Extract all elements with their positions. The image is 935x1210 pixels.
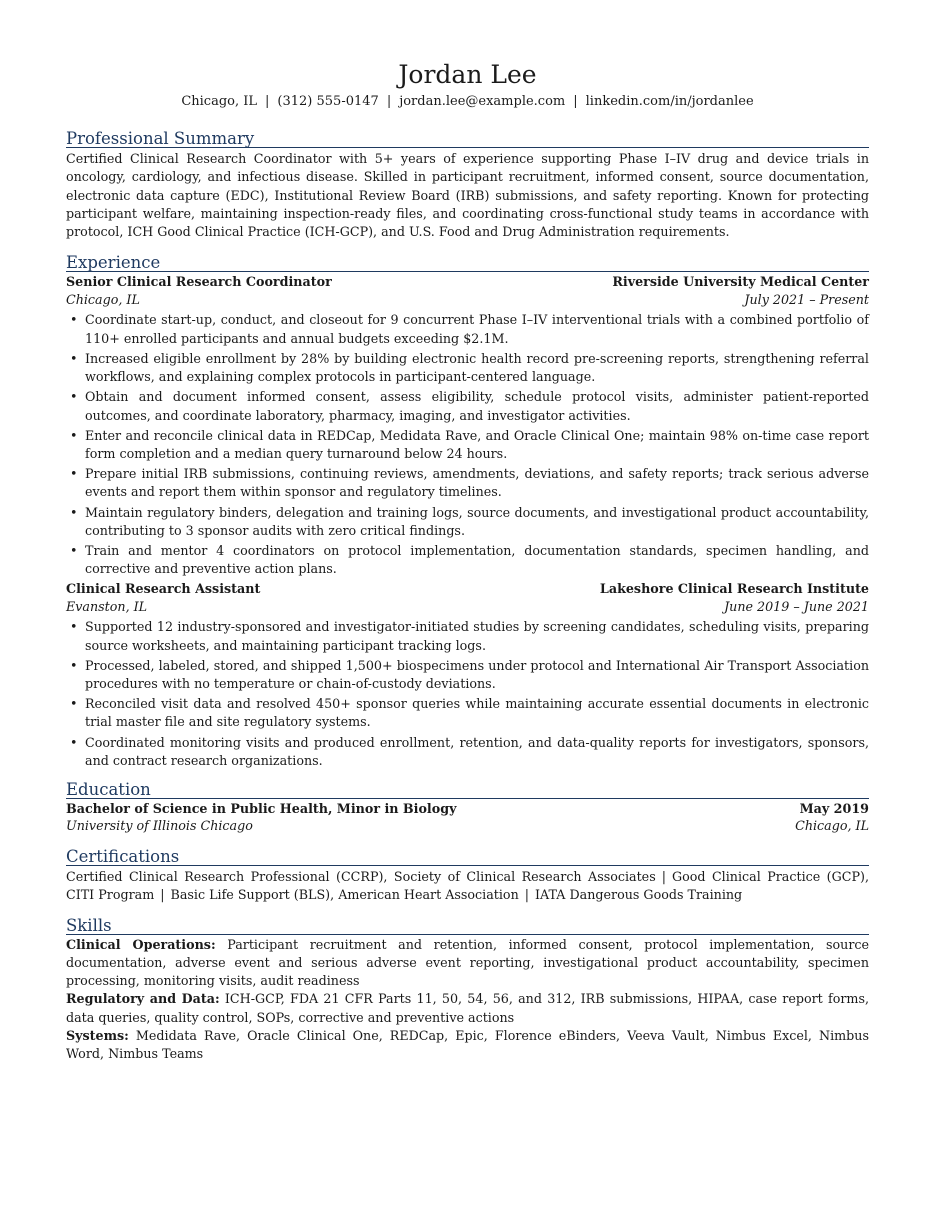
bullet-icon: • <box>70 619 78 635</box>
job-bullet-list <box>66 311 869 578</box>
school-name: University of Illinois Chicago <box>66 818 253 834</box>
bullet-icon: • <box>70 389 78 405</box>
education-row <box>66 800 869 818</box>
job-bullet-text: Coordinated monitoring visits and produced enrollment, retention, and data-quality reports for investigators, sponsors, and contract research organizations. <box>85 734 869 768</box>
job-location: Chicago, IL <box>66 291 140 307</box>
contact-line <box>66 93 869 110</box>
resume-page <box>66 60 869 1064</box>
job-header-row <box>66 580 869 598</box>
job-bullet <box>66 388 869 424</box>
contact-email[interactable]: jordan.lee@example.com <box>399 94 566 109</box>
section-heading-experience: Experience <box>66 254 869 272</box>
section-heading-skills: Skills <box>66 917 869 935</box>
skill-group-label: Clinical Operations: <box>66 936 216 952</box>
job-bullet <box>66 465 869 501</box>
job-bullet <box>66 427 869 463</box>
skill-group <box>66 936 869 991</box>
graduation-date: May 2019 <box>799 800 869 816</box>
contact-separator: | <box>386 94 392 109</box>
section-heading-education: Education <box>66 781 869 799</box>
contact-linkedin[interactable]: linkedin.com/in/jordanlee <box>585 94 754 109</box>
job-bullet <box>66 542 869 578</box>
job-bullet-text: Increased eligible enrollment by 28% by building electronic health record pre-screening reports, strengthening referral workflows, and explaining complex protocols in participant-centered language. <box>85 350 869 385</box>
job-title: Senior Clinical Research Coordinator <box>66 274 332 290</box>
job-bullet-text: Maintain regulatory binders, delegation and training logs, source documents, and investigational product accountability, contributing to 3 sponsor audits with zero critical findings. <box>85 504 869 538</box>
skill-group <box>66 990 869 1027</box>
job-meta-row <box>66 291 869 309</box>
job-bullet-text: Obtain and document informed consent, assess eligibility, schedule protocol visits, administer patient-reported outcomes, and coordinate laboratory, pharmacy, imaging, and investigator activities. <box>85 389 869 423</box>
job-bullet <box>66 311 869 347</box>
skill-group-label: Regulatory and Data: <box>66 991 220 1007</box>
school-location: Chicago, IL <box>795 818 869 834</box>
certification-item: IATA Dangerous Goods Training <box>535 887 743 903</box>
job-bullet <box>66 734 869 770</box>
skill-group-label: Systems: <box>66 1028 129 1044</box>
bullet-icon: • <box>70 504 78 520</box>
bullet-icon: • <box>70 734 78 750</box>
certification-item: Certified Clinical Research Professional (CCRP), Society of Clinical Research Associates <box>66 868 656 884</box>
certification-item: Basic Life Support (BLS), American Heart Association <box>170 887 519 903</box>
job-title: Clinical Research Assistant <box>66 581 261 597</box>
skill-group <box>66 1027 869 1064</box>
certification-separator: | <box>524 887 530 903</box>
job-entry <box>66 580 869 770</box>
contact-phone[interactable]: (312) 555-0147 <box>277 94 379 109</box>
job-bullet-text: Enter and reconcile clinical data in REDCap, Medidata Rave, and Oracle Clinical One; maintain 98% on-time case report form completion and a median query turnaround below 24 hours. <box>85 427 869 461</box>
job-location: Evanston, IL <box>66 598 148 614</box>
job-dates: July 2021 – Present <box>744 291 869 307</box>
certification-item: Good Clinical Practice (GCP), CITI Program <box>66 868 869 903</box>
contact-location: Chicago, IL <box>181 94 258 109</box>
job-bullet-text: Processed, labeled, stored, and shipped 1,500+ biospecimens under protocol and International Air Transport Association procedures with no temperature or chain-of-custody deviations. <box>85 657 869 691</box>
job-bullet <box>66 350 869 386</box>
job-header-row <box>66 273 869 291</box>
bullet-icon: • <box>70 312 78 328</box>
contact-separator: | <box>573 94 578 109</box>
skill-group-text: Medidata Rave, Oracle Clinical One, REDCap, Epic, Florence eBinders, Veeva Vault, Nimbus Excel, Nimbus Word, Nimbus Teams <box>66 1028 869 1062</box>
candidate-name: Jordan Lee <box>398 60 537 89</box>
job-employer: Riverside University Medical Center <box>612 274 869 290</box>
bullet-icon: • <box>70 466 78 482</box>
job-bullet-text: Supported 12 industry-sponsored and investigator-initiated studies by screening candidates, scheduling visits, preparing source worksheets, and maintaining participant tracking logs. <box>85 619 869 653</box>
job-bullet-text: Reconciled visit data and resolved 450+ sponsor queries while maintaining accurate essential documents in electronic trial master file and site regulatory systems. <box>85 696 869 730</box>
skill-group-text: ICH-GCP, FDA 21 CFR Parts 11, 50, 54, 56, and 312, IRB submissions, HIPAA, case report forms, data queries, quality control, SOPs, corrective and preventive actions <box>66 991 869 1025</box>
bullet-icon: • <box>70 427 78 443</box>
job-bullet-text: Coordinate start-up, conduct, and closeout for 9 concurrent Phase I–IV interventional trials with a combined portfolio of 110+ enrolled participants and annual budgets exceeding $2.1M. <box>85 312 869 346</box>
skill-group-text: Participant recruitment and retention, informed consent, protocol implementation, source documentation, adverse event and serious adverse event reporting, investigational product accountability, specimen processing, monitoring visits, audit readiness <box>66 936 869 989</box>
experience-section <box>66 254 869 769</box>
bullet-icon: • <box>70 350 78 366</box>
section-heading-certifications: Certifications <box>66 848 869 866</box>
bullet-icon: • <box>70 542 78 558</box>
certification-separator: | <box>661 868 666 884</box>
job-bullet <box>66 618 869 654</box>
job-meta-row <box>66 598 869 616</box>
summary-section <box>66 130 869 241</box>
certification-separator: | <box>160 887 165 903</box>
contact-separator: | <box>265 94 270 109</box>
certifications-section <box>66 848 869 905</box>
skills-section <box>66 917 869 1064</box>
job-dates: June 2019 – June 2021 <box>724 598 869 614</box>
job-employer: Lakeshore Clinical Research Institute <box>599 581 869 597</box>
job-bullet-text: Prepare initial IRB submissions, continuing reviews, amendments, deviations, and safety reports; track serious adverse events and report them within sponsor and regulatory timelines. <box>85 466 869 500</box>
degree: Bachelor of Science in Public Health, Minor in Biology <box>66 800 457 816</box>
job-entry <box>66 273 869 578</box>
job-bullet <box>66 504 869 540</box>
job-bullet-list <box>66 618 869 770</box>
bullet-icon: • <box>70 657 78 673</box>
summary-text: Certified Clinical Research Coordinator with 5+ years of experience supporting Phase I–IV drug and device trials in oncology, cardiology, and infectious disease. Skilled in participant recruitment, informed consent, source documentation, electronic data capture (EDC), Institutional Review Board (IRB) submissions, and safety reporting. Known for protecting participant welfare, maintaining inspection-ready files, and coordinating cross-functional study teams in accordance with protocol, ICH Good Clinical Practice (ICH-GCP), and U.S. Food and Drug Administration requirements. <box>66 151 869 240</box>
certifications-list <box>66 868 869 905</box>
job-bullet <box>66 695 869 731</box>
bullet-icon: • <box>70 696 78 712</box>
section-heading-summary: Professional Summary <box>66 130 869 148</box>
job-bullet <box>66 657 869 693</box>
education-section <box>66 781 869 835</box>
education-meta-row <box>66 817 869 835</box>
job-bullet-text: Train and mentor 4 coordinators on protocol implementation, documentation standards, specimen handling, and corrective and preventive action plans. <box>85 542 869 577</box>
